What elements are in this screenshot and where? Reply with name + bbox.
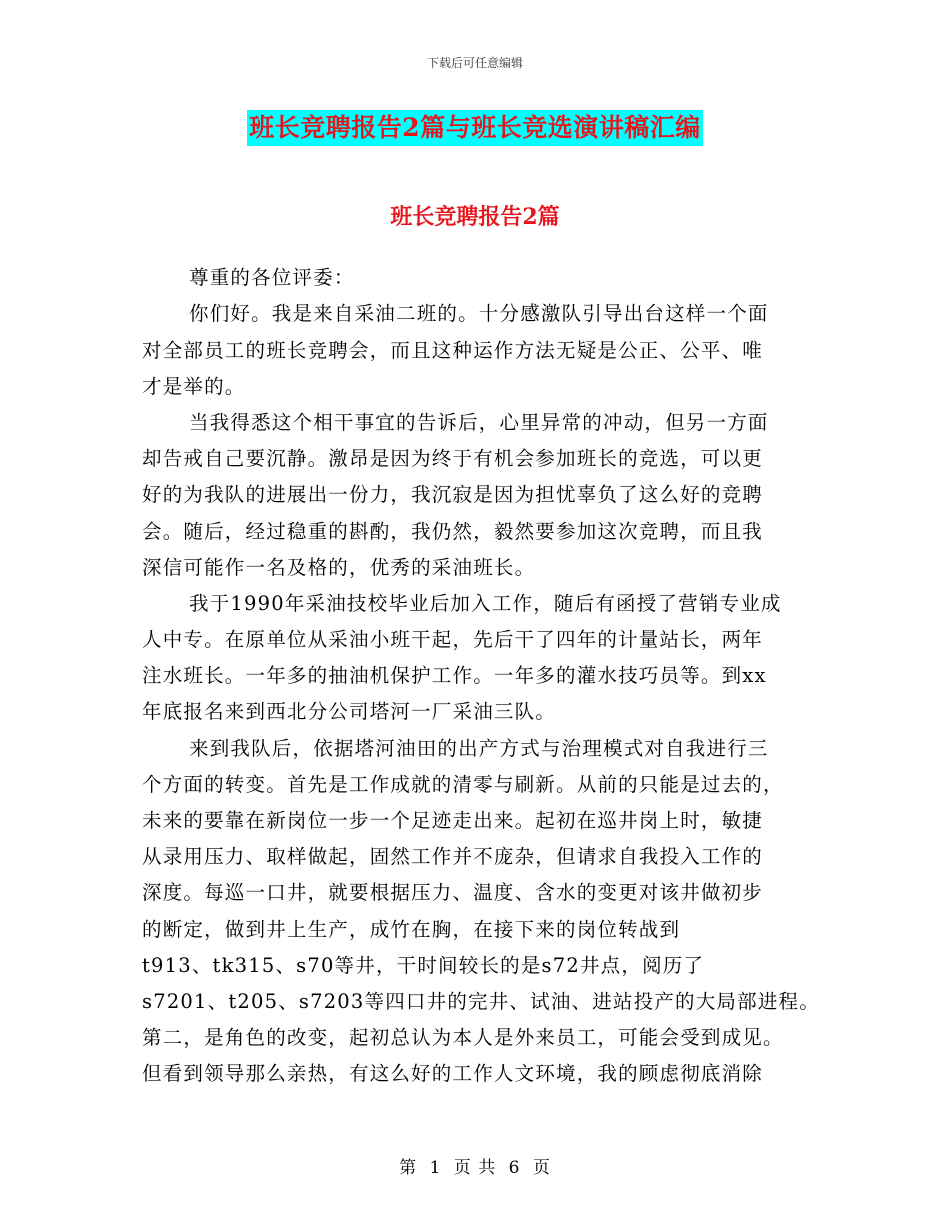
paragraph-line: 却告戒自己要沉静。激昂是因为终于有机会参加班长的竞选，可以更 bbox=[142, 447, 764, 471]
paragraph-line: 个方面的转变。首先是工作成就的清零与刷新。从前的只能是过去的， bbox=[142, 772, 784, 796]
paragraph-line: s7201、t205、s7203等四口井的完井、试油、进站投产的大局部进程。 bbox=[142, 989, 820, 1013]
paragraph-line: 未来的要靠在新岗位一步一个足迹走出来。起初在巡井岗上时，敏捷 bbox=[142, 809, 764, 832]
line-spacer bbox=[142, 224, 810, 260]
salutation: 尊重的各位评委： bbox=[189, 266, 355, 290]
paragraph-line: 当我得悉这个相干事宜的告诉后，心里异常的冲动，但另一方面 bbox=[189, 410, 769, 434]
footer-suffix: 页 bbox=[532, 1158, 551, 1178]
paragraph-line: t913、tk315、s70等井，干时间较长的是s72井点，阅历了 bbox=[142, 953, 705, 977]
paragraph-line: 但看到领导那么亲热，有这么好的工作人文环境，我的顾虑彻底消除 bbox=[142, 1062, 764, 1086]
paragraph-line: 会。随后，经过稳重的斟酌，我仍然，毅然要参加这次竞聘，而且我 bbox=[142, 519, 764, 543]
footer-middle: 页 共 bbox=[453, 1158, 497, 1178]
sub-title: 班长竞聘报告2篇 bbox=[390, 204, 560, 230]
paragraph-line: 从录用压力、取样做起，固然工作并不庞杂，但请求自我投入工作的 bbox=[142, 845, 764, 869]
paragraph-line: 才是举的。 bbox=[142, 374, 246, 398]
main-title: 班长竞聘报告2篇与班长竞选演讲稿汇编 bbox=[247, 110, 702, 146]
footer-total-pages: 6 bbox=[508, 1158, 521, 1178]
paragraph-line: 深信可能作一名及格的，优秀的采油班长。 bbox=[142, 555, 536, 579]
header-note: 下载后可任意编辑 bbox=[426, 56, 523, 70]
paragraph-line: 对全部员工的班长竞聘会，而且这种运作方法无疑是公正、公平、唯 bbox=[142, 338, 764, 362]
paragraph-line: 我于1990年采油技校毕业后加入工作，随后有函授了营销专业成 bbox=[189, 591, 782, 615]
paragraph-line: 注水班长。一年多的抽油机保护工作。一年多的灌水技巧员等。到xx bbox=[142, 664, 767, 688]
paragraph-line: 第二，是角色的改变，起初总认为本人是外来员工，可能会受到成见。 bbox=[142, 1026, 784, 1050]
page-footer bbox=[0, 1153, 950, 1178]
footer-page-number: 1 bbox=[429, 1158, 442, 1178]
paragraph-line: 年底报名来到西北分公司塔河一厂采油三队。 bbox=[142, 700, 557, 724]
main-title-wrap bbox=[0, 110, 950, 146]
body-text bbox=[142, 224, 820, 1093]
paragraph-line: 人中专。在原单位从采油小班干起，先后干了四年的计量站长，两年 bbox=[142, 628, 764, 652]
paragraph-line: 来到我队后，依据塔河油田的出产方式与治理模式对自我进行三 bbox=[189, 736, 769, 760]
paragraph-line: 好的为我队的进展出一份力，我沉寂是因为担忧辜负了这么好的竞聘 bbox=[142, 483, 764, 507]
paragraph-line: 你们好。我是来自采油二班的。十分感激队引导出台这样一个面 bbox=[189, 302, 769, 326]
paragraph-line: 深度。每巡一口井，就要根据压力、温度、含水的变更对该井做初步 bbox=[142, 881, 764, 905]
footer-prefix: 第 bbox=[399, 1158, 418, 1178]
paragraph-line: 的断定，做到井上生产，成竹在胸，在接下来的岗位转战到 bbox=[142, 917, 681, 941]
